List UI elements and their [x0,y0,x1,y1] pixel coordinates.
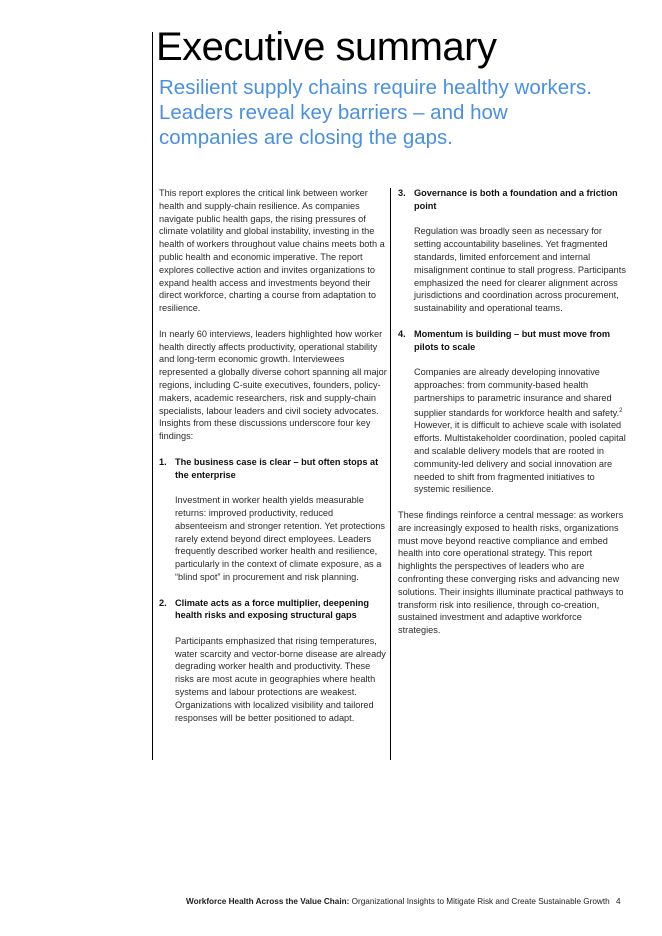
finding-number: 1. [159,456,167,467]
column-divider-rule [390,188,391,760]
page-number: 4 [616,897,621,906]
finding-body-text: However, it is difficult to achieve scale with isolated efforts. Multistakeholder coordination, pooled capital and scalable delivery models that are rooted in community-led delivery and social innovation are needed to shift from fragmented initiatives to systemic resilience. [414,420,626,495]
finding-item [398,328,626,496]
finding-item [159,456,387,584]
left-margin-rule [152,32,153,760]
page-subtitle: Resilient supply chains require healthy workers. Leaders reveal key barriers – and how companies are closing the gaps. [159,76,592,149]
finding-body: Investment in worker health yields measurable returns: improved productivity, reduced absenteeism and stronger retention. Yet protections rarely extend beyond direct employees. Leaders frequently described worker health and resilience, particularly in the context of climate exposure, as a “blind spot” in procurement and risk planning. [175,495,385,582]
interviews-paragraph: In nearly 60 interviews, leaders highlighted how worker health directly affects productivity, operational stability and long-term economic growth. Interviewees represented a globally diverse cohort spanning all major regions, including C-suite executives, founders, policy-makers, academic researchers, risk and supply-chain specialists, labour leaders and civil society advocates. Insights from these discussions underscore four key findings: [159,328,387,442]
footer-report-subtitle: Organizational Insights to Mitigate Risk and Create Sustainable Growth [349,897,610,906]
finding-body: Participants emphasized that rising temperatures, water scarcity and vector-borne disease are already degrading worker health and productivity. These risks are most acute in geographies where health systems and labour protections are weakest. Organizations with localized visibility and tailored responses will be better positioned to adapt. [175,635,386,723]
finding-item [159,597,387,725]
finding-number: 4. [398,328,406,339]
finding-body: Regulation was broadly seen as necessary for setting accountability baselines. Yet fragmented standards, limited enforcement and internal misalignment continue to stall progress. Participants emphasized the need for clearer alignment across jurisdictions and coordination across procurement, sustainability and operational teams. [414,226,626,314]
finding-number: 3. [398,188,406,198]
finding-heading: Climate acts as a force multiplier, deepening health risks and exposing structural gaps [175,597,370,621]
finding-number: 2. [159,597,167,608]
finding-heading: Governance is both a foundation and a friction point [414,188,618,211]
intro-paragraph: This report explores the critical link between worker health and supply-chain resilience. As companies navigate public health gaps, the rising pressures of climate volatility and global instability, investing in the health of workers throughout value chains meets both a public health and economic imperative. The report explores collective action and invites organizations to expand health access and investments beyond their direct workforce, charting a course from adaptation to resilience. [159,188,385,314]
finding-body-text: Companies are already developing innovative approaches: from community-based health partnerships to parametric insurance and shared supplier standards for workforce health and safety. [414,367,620,418]
finding-body [414,366,626,496]
finding-item [398,187,626,315]
finding-heading: The business case is clear – but often stops at the enterprise [175,456,379,480]
left-column [159,187,387,737]
conclusion-paragraph: These findings reinforce a central message: as workers are increasingly exposed to health risks, organizations must move beyond reactive compliance and embed health into core operational strategy. This report highlights the perspectives of leaders who are confronting these converging risks and advancing new solutions. Their insights illuminate practical pathways to transform risk into resilience, through co-creation, sustained investment and adaptive workforce strategies. [398,509,624,636]
page-title: Executive summary [156,25,497,69]
footnote-marker[interactable]: 2 [619,407,623,414]
page-footer [186,897,610,906]
right-column [398,187,626,637]
footer-report-title: Workforce Health Across the Value Chain: [186,897,350,906]
finding-heading: Momentum is building – but must move from pilots to scale [414,328,611,352]
